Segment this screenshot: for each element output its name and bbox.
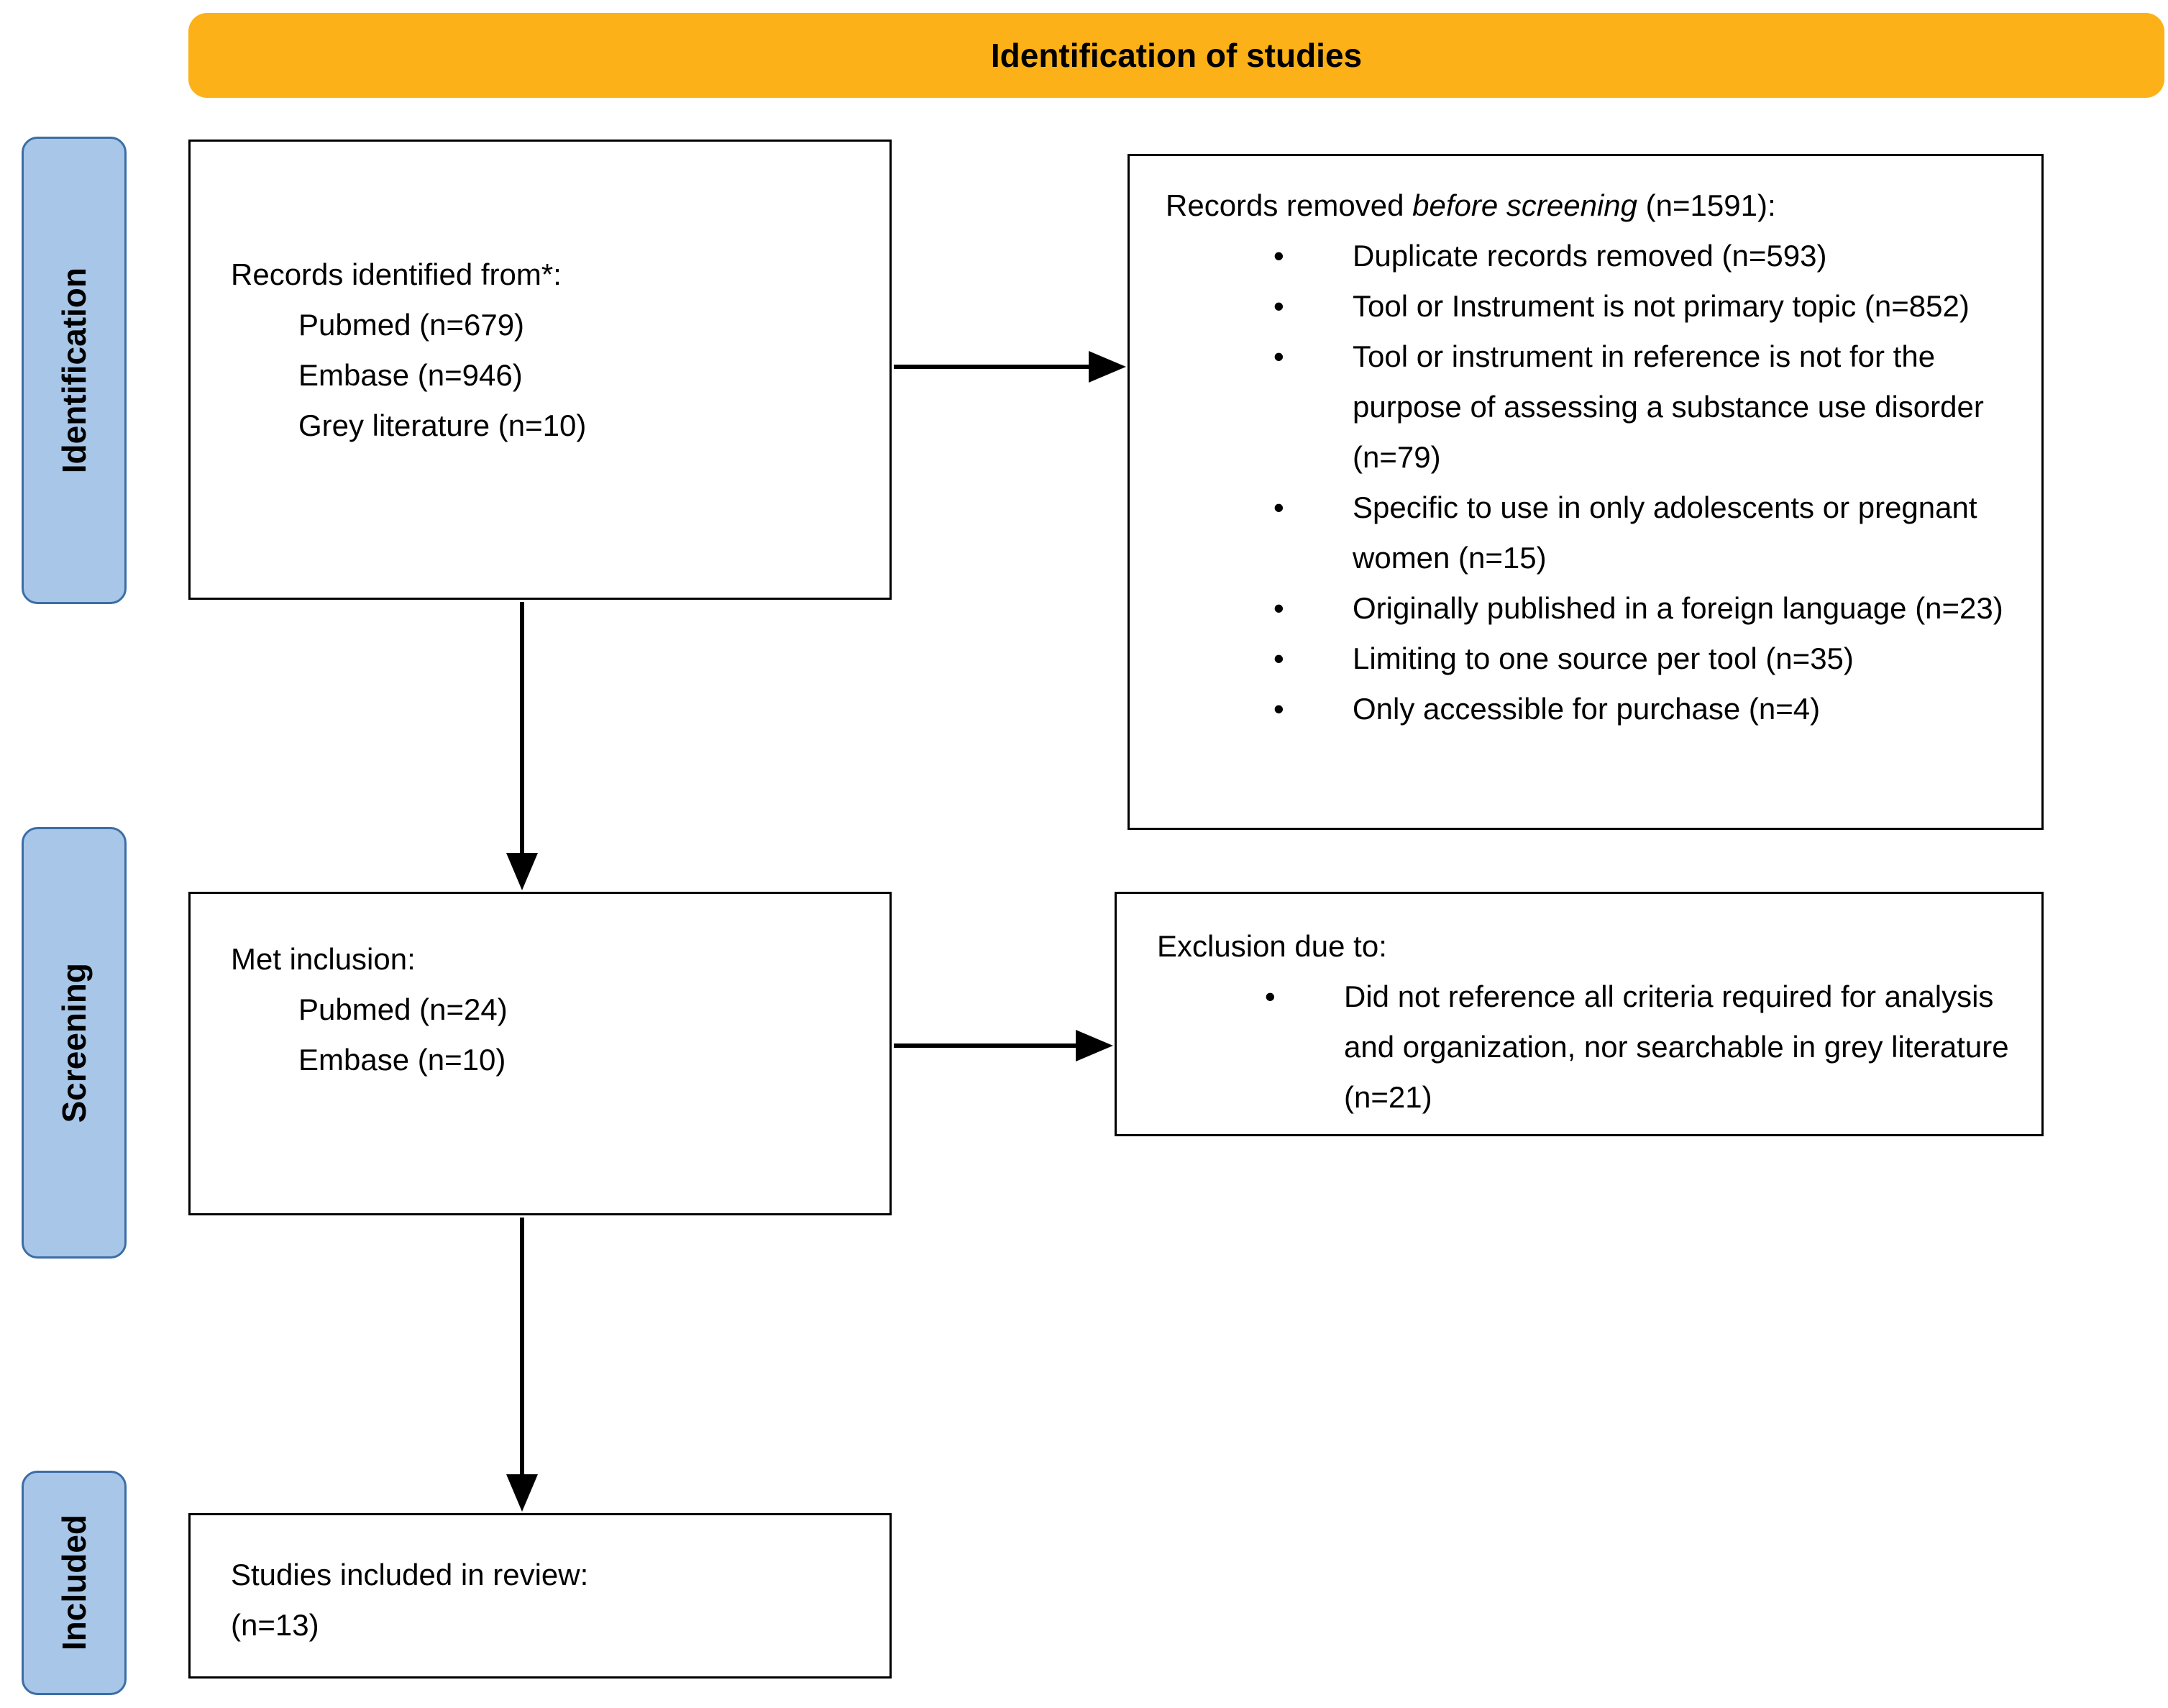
records-removed-bullet: • Limiting to one source per tool (n=35) [1252,634,2013,684]
records-removed-bullet-list [1166,231,2013,734]
records-identified-item-grey-literature: Grey literature (n=10) [298,408,587,442]
records-removed-bullet: • Tool or instrument in reference is not for the purpose of assessing a substance use disorder (n=79) [1252,332,2013,483]
banner-label: Identification of studies [990,37,1363,74]
studies-included-line2: (n=13) [231,1608,319,1642]
box-records-removed [1128,154,2044,830]
stage-label-screening [22,827,127,1259]
arrow-inclusion-to-included-head [506,1474,538,1512]
stage-label-included [22,1471,127,1695]
exclusion-bullet: • Did not reference all criteria required for analysis and organization, nor searchable in grey literature (n=21) [1243,972,2013,1123]
arrow-inclusion-to-exclusion-line [894,1043,1081,1048]
stage-label-screening-text: Screening [55,962,93,1123]
records-removed-bullet: • Duplicate records removed (n=593) [1252,231,2013,281]
box-studies-included [188,1513,892,1679]
records-removed-bullet: • Only accessible for purchase (n=4) [1252,684,2013,734]
stage-label-identification [22,137,127,604]
arrow-identified-to-inclusion-line [520,602,524,859]
banner-identification-of-studies [188,13,2164,98]
studies-included-line1: Studies included in review: [231,1558,589,1591]
arrow-inclusion-to-included-line [520,1218,524,1476]
records-identified-item-embase: Embase (n=946) [298,358,523,392]
arrow-identified-to-inclusion-head [506,853,538,890]
arrow-inclusion-to-exclusion-head [1076,1030,1113,1061]
records-removed-title [1166,181,2013,231]
stage-label-identification-text: Identification [55,267,93,474]
box-met-inclusion [188,892,892,1215]
stage-label-included-text: Included [55,1515,93,1651]
met-inclusion-item-embase: Embase (n=10) [298,1043,506,1077]
records-removed-title-italic: before screening [1412,188,1638,222]
exclusion-bullet-list [1157,972,2013,1123]
records-removed-bullet: • Originally published in a foreign language (n=23) [1252,583,2013,634]
box-records-identified [188,140,892,600]
arrow-identified-to-removed-line [894,365,1094,369]
met-inclusion-item-pubmed: Pubmed (n=24) [298,992,508,1026]
box-exclusion [1115,892,2044,1136]
records-identified-title: Records identified from*: [231,257,562,291]
exclusion-title: Exclusion due to: [1157,929,1387,963]
records-removed-title-suffix: (n=1591): [1637,188,1776,222]
records-removed-bullet: • Specific to use in only adolescents or pregnant women (n=15) [1252,483,2013,583]
arrow-identified-to-removed-head [1089,351,1126,383]
records-removed-title-prefix: Records removed [1166,188,1413,222]
records-removed-bullet: • Tool or Instrument is not primary topic (n=852) [1252,281,2013,332]
met-inclusion-title: Met inclusion: [231,942,416,976]
records-identified-item-pubmed: Pubmed (n=679) [298,308,525,342]
